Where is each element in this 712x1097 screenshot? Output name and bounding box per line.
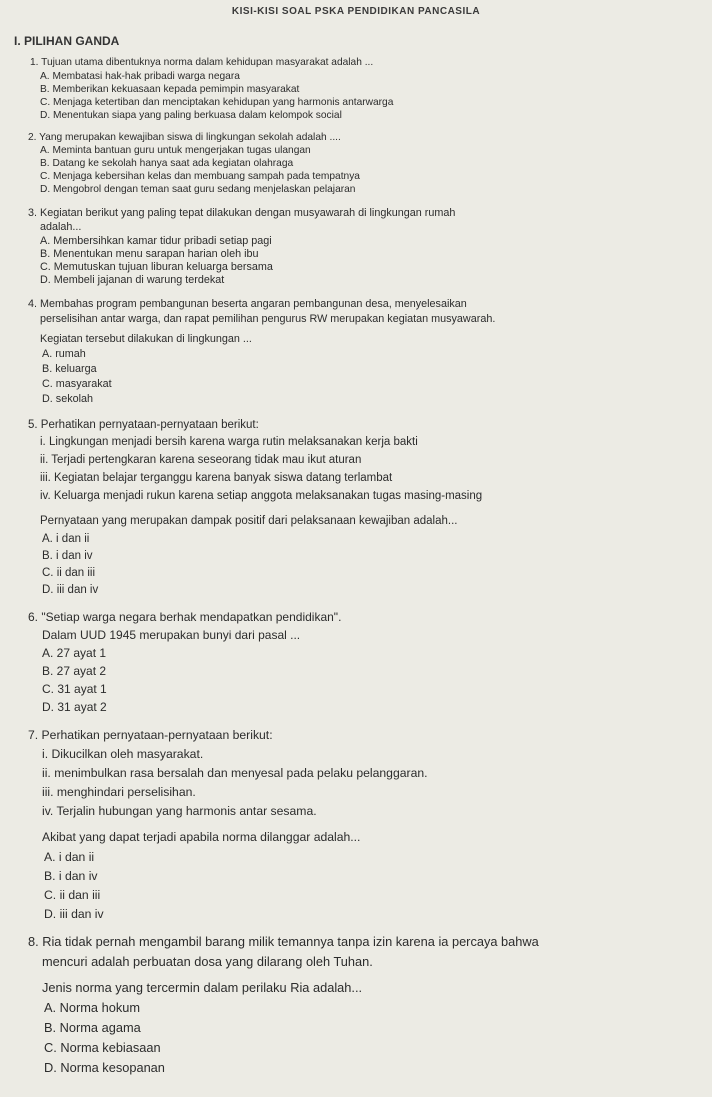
q7-statement-iii: iii. menghindari perselisihan. [42,785,196,799]
q7-option-c: C. ii dan iii [44,888,101,902]
section-title: I. PILIHAN GANDA [14,34,120,48]
worksheet-header: KISI-KISI SOAL PSKA PENDIDIKAN PANCASILA [231,6,481,17]
q1-option-b: B. Memberikan kekuasaan kepada pemimpin masyarakat [40,84,300,95]
question-4-line-1: 4. Membahas program pembangunan beserta angaran pembangunan desa, menyelesaikan [28,298,467,310]
question-8-line-1: 8. Ria tidak pernah mengambil barang milik temannya tanpa izin karena ia percaya bahwa [28,934,539,949]
q2-option-c: C. Menjaga kebersihan kelas dan membuang sampah pada tempatnya [40,171,360,182]
q8-option-a: A. Norma hokum [44,1000,141,1015]
question-6-prompt: Dalam UUD 1945 merupakan bunyi dari pasal ... [42,628,301,642]
q2-option-a: A. Meminta bantuan guru untuk mengerjakan tugas ulangan [40,145,311,156]
q3-option-c: C. Memutuskan tujuan liburan keluarga bersama [40,261,273,273]
q6-option-a: A. 27 ayat 1 [42,646,107,660]
question-1: 1. Tujuan utama dibentuknya norma dalam kehidupan masyarakat adalah ... [30,57,374,68]
q4-option-d: D. sekolah [42,393,94,405]
q8-option-b: B. Norma agama [44,1020,141,1035]
q5-statement-iv: iv. Keluarga menjadi rukun karena setiap anggota melaksanakan tugas masing-masing [40,490,483,502]
question-4-line-2: perselisihan antar warga, dan rapat pemilihan pengurus RW merupakan kegiatan musyawarah. [40,313,496,325]
question-5-prompt: Pernyataan yang merupakan dampak positif dari pelaksanaan kewajiban adalah... [40,515,458,527]
q7-statement-iv: iv. Terjalin hubungan yang harmonis antar sesama. [42,804,317,818]
question-7-prompt: Akibat yang dapat terjadi apabila norma dilanggar adalah... [42,830,361,844]
q4-option-b: B. keluarga [42,363,97,375]
q3-option-d: D. Membeli jajanan di warung terdekat [40,274,225,286]
question-7: 7. Perhatikan pernyataan-pernyataan berikut: [28,728,273,742]
question-6: 6. "Setiap warga negara berhak mendapatkan pendidikan". [28,610,342,624]
question-2: 2. Yang merupakan kewajiban siswa di lingkungan sekolah adalah .... [28,132,341,143]
q1-option-d: D. Menentukan siapa yang paling berkuasa dalam kelompok social [40,110,342,121]
q5-option-a: A. i dan ii [42,533,90,545]
q5-option-c: C. ii dan iii [42,567,96,579]
question-8-prompt: Jenis norma yang tercermin dalam perilaku Ria adalah... [42,980,363,995]
q8-option-d: D. Norma kesopanan [44,1060,165,1075]
q7-option-b: B. i dan iv [44,869,98,883]
q6-option-c: C. 31 ayat 1 [42,682,107,696]
q2-option-b: B. Datang ke sekolah hanya saat ada kegiatan olahraga [40,158,294,169]
question-8-line-2: mencuri adalah perbuatan dosa yang dilarang oleh Tuhan. [42,954,373,969]
q4-option-a: A. rumah [42,348,86,360]
q7-statement-i: i. Dikucilkan oleh masyarakat. [42,747,204,761]
q1-option-c: C. Menjaga ketertiban dan menciptakan kehidupan yang harmonis antarwarga [40,97,394,108]
q3-option-a: A. Membersihkan kamar tidur pribadi setiap pagi [40,235,272,247]
q6-option-b: B. 27 ayat 2 [42,664,107,678]
q8-option-c: C. Norma kebiasaan [44,1040,161,1055]
q5-statement-ii: ii. Terjadi pertengkaran karena seseorang tidak mau ikut aturan [40,454,362,466]
q7-option-a: A. i dan ii [44,850,95,864]
q7-option-d: D. iii dan iv [44,907,104,921]
q1-option-a: A. Membatasi hak-hak pribadi warga negara [40,71,240,82]
question-3-line-1: 3. Kegiatan berikut yang paling tepat dilakukan dengan musyawarah di lingkungan rumah [28,207,456,219]
q5-statement-i: i. Lingkungan menjadi bersih karena warga rutin melaksanakan kerja bakti [40,436,418,448]
question-4-prompt: Kegiatan tersebut dilakukan di lingkungan ... [40,333,252,345]
question-3-line-2: adalah... [40,221,82,233]
q6-option-d: D. 31 ayat 2 [42,700,107,714]
q5-statement-iii: iii. Kegiatan belajar terganggu karena banyak siswa datang terlambat [40,472,393,484]
q4-option-c: C. masyarakat [42,378,112,390]
question-5: 5. Perhatikan pernyataan-pernyataan berikut: [28,419,259,431]
q5-option-b: B. i dan iv [42,550,93,562]
q5-option-d: D. iii dan iv [42,584,99,596]
q7-statement-ii: ii. menimbulkan rasa bersalah dan menyesal pada pelaku pelanggaran. [42,766,428,780]
q2-option-d: D. Mengobrol dengan teman saat guru sedang menjelaskan pelajaran [40,184,356,195]
q3-option-b: B. Menentukan menu sarapan harian oleh ibu [40,248,259,260]
